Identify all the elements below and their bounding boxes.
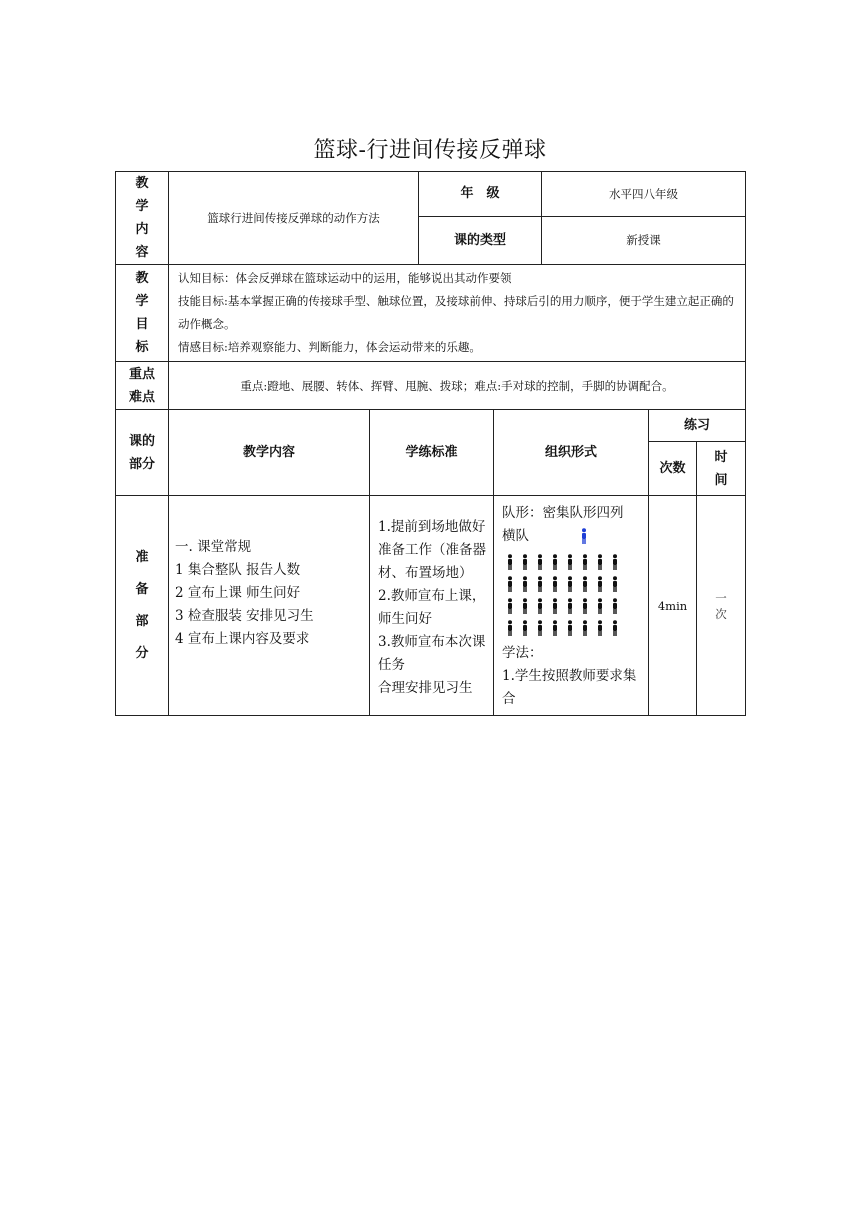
goals-label-char: 教: [135, 271, 149, 286]
goals-label-char: 目: [135, 317, 149, 332]
key-points-label-cell: [116, 362, 169, 410]
prep-part-char: 备: [135, 581, 149, 597]
org-formation-text: 横队: [502, 528, 529, 544]
student-icon: [581, 598, 589, 614]
student-icon: [596, 620, 604, 636]
student-icon: [566, 554, 574, 570]
student-icon: [581, 576, 589, 592]
student-icon: [506, 554, 514, 570]
content-text: 篮球行进间传接反弹球的动作方法: [169, 172, 419, 265]
student-icon: [506, 620, 514, 636]
student-icon: [596, 576, 604, 592]
content-label-char: 容: [135, 245, 149, 260]
prep-content-line: 3 检查服装 安排见习生: [175, 608, 314, 624]
part-header: [116, 410, 169, 496]
prep-part-char: 部: [135, 613, 149, 629]
content-label-char: 内: [135, 222, 149, 237]
prep-content: [169, 496, 370, 716]
student-icon: [551, 554, 559, 570]
practice-header: 练习: [649, 410, 746, 442]
student-icon: [551, 598, 559, 614]
part-header-line: 课的: [128, 433, 155, 449]
prep-times: 4min: [649, 496, 697, 716]
student-icon: [566, 598, 574, 614]
duration-header: [697, 442, 746, 496]
prep-part-char: 分: [135, 645, 149, 661]
prep-content-line: 4 宣布上课内容及要求: [175, 631, 310, 647]
part-header-line: 部分: [128, 456, 155, 472]
prep-standard-line: 3.教师宣布本次课任务: [378, 634, 486, 673]
student-icon: [521, 554, 529, 570]
lesson-plan-table-wrapper: [115, 171, 745, 716]
student-icon: [581, 554, 589, 570]
prep-duration-char: 一: [715, 590, 727, 605]
student-icon: [611, 576, 619, 592]
student-icon: [521, 576, 529, 592]
page-title: 篮球-行进间传接反弹球: [313, 138, 547, 163]
goals-label-char: 标: [135, 340, 149, 355]
content-label-char: 学: [135, 199, 149, 214]
type-label: 课的类型: [419, 216, 542, 264]
student-icon: [521, 620, 529, 636]
student-icon: [536, 620, 544, 636]
prep-content-line: 2 宣布上课 师生问好: [175, 585, 301, 601]
org-method-text: 1.学生按照教师要求集合: [502, 668, 637, 707]
organization-header: 组织形式: [494, 410, 649, 496]
content-label-char: 教: [135, 176, 149, 191]
grade-label: 年 级: [419, 172, 542, 217]
student-icon: [551, 576, 559, 592]
student-icon: [506, 576, 514, 592]
type-value: 新授课: [542, 216, 746, 264]
goal-cognitive: 认知目标：体会反弹球在篮球运动中的运用，能够说出其动作要领: [178, 271, 512, 285]
standard-header: 学练标准: [370, 410, 494, 496]
student-icon: [596, 598, 604, 614]
goals-label-cell: [116, 265, 169, 362]
student-icon: [596, 554, 604, 570]
teacher-icon: [580, 528, 588, 544]
student-icon: [611, 598, 619, 614]
goal-skill: 技能目标:基本掌握正确的传接球手型、触球位置，及接球前伸、持球后引的用力顺序，便于学生建立起正确的动作概念。: [178, 294, 734, 331]
student-icon: [521, 598, 529, 614]
content-label-cell: [116, 172, 169, 265]
prep-standard-line: 合理安排见习生: [378, 680, 473, 696]
goal-emotional: 情感目标:培养观察能力、判断能力，体会运动带来的乐趣。: [178, 340, 481, 354]
student-icon: [506, 598, 514, 614]
formation-row: [506, 554, 642, 570]
prep-standard-line: 1.提前到场地做好准备工作（准备器材、布置场地）: [378, 519, 486, 581]
prep-duration: [697, 496, 746, 716]
prep-standard-line: 2.教师宣布上课，师生问好: [378, 588, 486, 627]
org-method-text: 学法：: [502, 645, 543, 661]
key-points-text: 重点:蹬地、展腰、转体、挥臂、甩腕、拨球；难点:手对球的控制，手脚的协调配合。: [169, 362, 746, 410]
student-icon: [611, 554, 619, 570]
student-icon: [566, 576, 574, 592]
student-icon: [566, 620, 574, 636]
org-formation-text: 队形：密集队形四列: [502, 505, 624, 521]
formation-diagram: [502, 554, 642, 636]
student-icon: [551, 620, 559, 636]
student-icon: [536, 554, 544, 570]
student-icon: [611, 620, 619, 636]
org-formation-line2: [502, 525, 642, 548]
goals-label-char: 学: [135, 294, 149, 309]
key-points-label-line: 难点: [128, 389, 155, 405]
formation-row: [506, 598, 642, 614]
grade-value: 水平四八年级: [542, 172, 746, 217]
duration-header-char: 间: [714, 472, 728, 488]
student-icon: [581, 620, 589, 636]
prep-content-line: 1 集合整队 报告人数: [175, 562, 301, 578]
student-icon: [536, 598, 544, 614]
times-header: 次数: [649, 442, 697, 496]
duration-header-char: 时: [714, 449, 728, 465]
prep-duration-char: 次: [715, 606, 727, 621]
prep-part-char: 准: [135, 549, 149, 565]
formation-row: [506, 576, 642, 592]
lesson-plan-table: [115, 171, 746, 716]
goals-text: [169, 265, 746, 362]
prep-organization: [494, 496, 649, 716]
prep-part-label: [116, 496, 169, 716]
key-points-label-line: 重点: [128, 366, 155, 382]
student-icon: [536, 576, 544, 592]
formation-row: [506, 620, 642, 636]
prep-standard: [370, 496, 494, 716]
teaching-content-header: 教学内容: [169, 410, 370, 496]
prep-content-line: 一. 课堂常规: [175, 539, 252, 555]
